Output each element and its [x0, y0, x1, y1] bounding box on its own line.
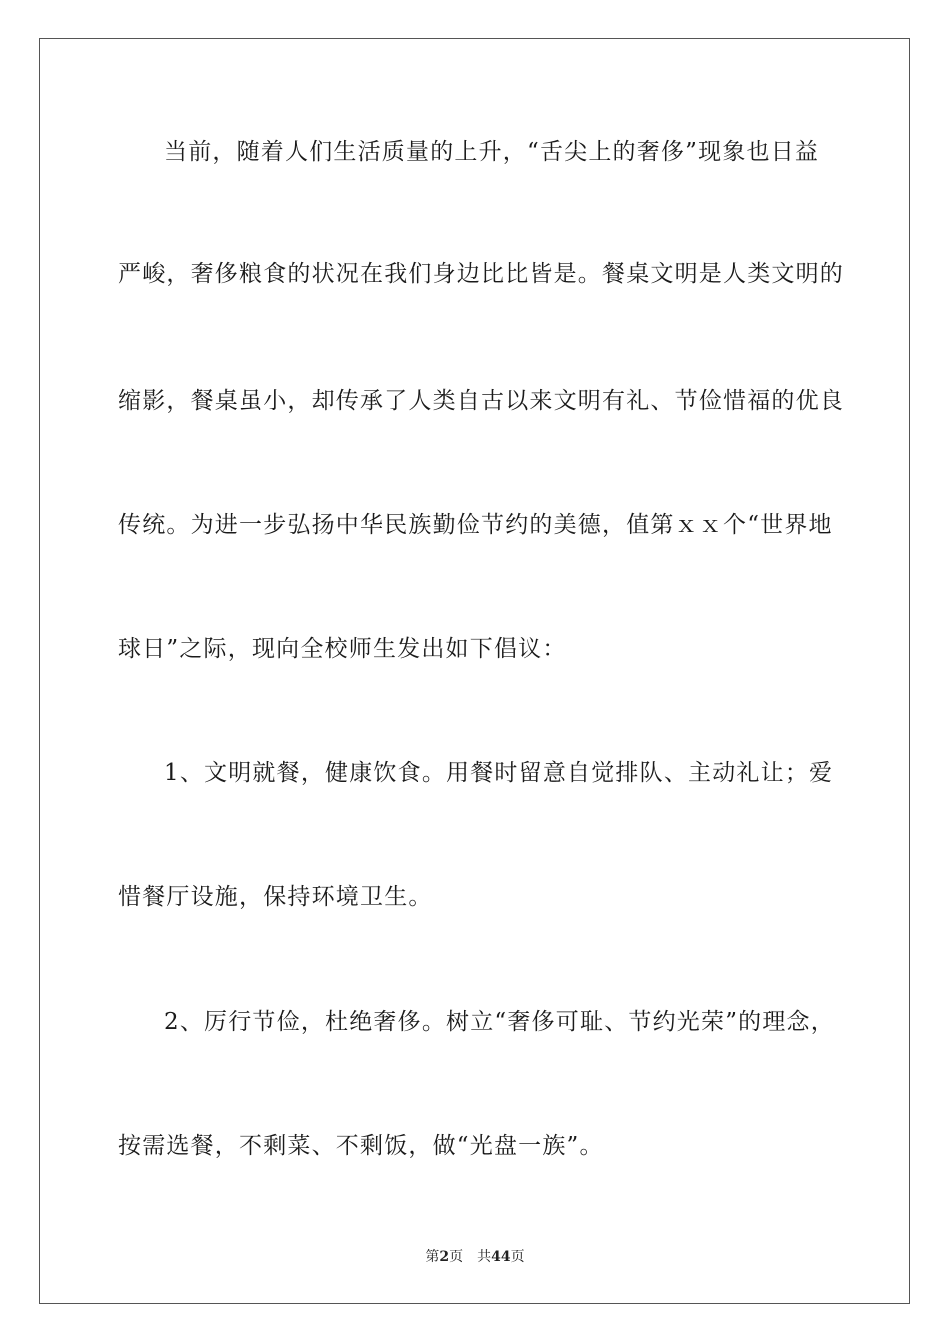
page-footer	[0, 1248, 950, 1266]
page-number: 2	[439, 1249, 450, 1265]
paragraph-line-1: 当前，随着人们生活质量的上升，“舌尖上的奢侈”现象也日益	[164, 139, 820, 165]
page-prefix: 第	[425, 1249, 440, 1265]
total-suffix: 页	[510, 1249, 525, 1265]
item-1-line-2: 惜餐厅设施，保持环境卫生。	[118, 884, 433, 910]
total-pages: 44	[491, 1249, 511, 1265]
page-border	[39, 38, 910, 1304]
page-suffix: 页	[449, 1249, 464, 1265]
item-2-line-2: 按需选餐，不剩菜、不剩饭，做“光盘一族”。	[118, 1133, 604, 1159]
total-prefix: 共	[477, 1249, 492, 1265]
item-1-line-1: 1、文明就餐，健康饮食。用餐时留意自觉排队、主动礼让；爱	[164, 760, 834, 786]
paragraph-line-5: 球日”之际，现向全校师生发出如下倡议：	[118, 636, 567, 662]
paragraph-line-3: 缩影，餐桌虽小，却传承了人类自古以来文明有礼、节俭惜福的优良	[118, 388, 844, 414]
item-2-line-1: 2、厉行节俭，杜绝奢侈。树立“奢侈可耻、节约光荣”的理念，	[164, 1009, 835, 1035]
paragraph-line-2: 严峻，奢侈粮食的状况在我们身边比比皆是。餐桌文明是人类文明的	[118, 261, 844, 287]
paragraph-line-4: 传统。为进一步弘扬中华民族勤俭节约的美德，值第ｘｘ个“世界地	[118, 512, 833, 538]
